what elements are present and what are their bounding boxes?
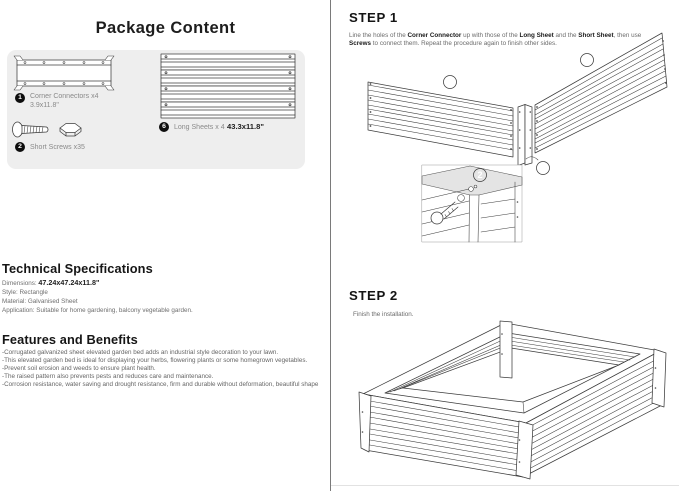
step1-text-segment: Corner Connector: [407, 32, 462, 39]
nut-illustration: [57, 120, 84, 138]
spec-material: Material: Galvanised Sheet: [2, 298, 78, 305]
step1-text-segment: Line the holes of the: [349, 32, 408, 39]
badge-corner-connectors: 1: [15, 93, 25, 103]
bottom-rule: [331, 485, 679, 486]
spec-application: Application: Suitable for home gardening, balcony vegetable garden.: [2, 307, 193, 314]
corner-connectors-label: Corner Connectors x4: [30, 93, 99, 100]
spec-dimensions: [2, 278, 99, 288]
technical-specifications-title: Technical Specifications: [2, 261, 153, 276]
step1-assembly-illustration: [345, 28, 675, 250]
step1-text-segment: Long Sheet: [519, 32, 554, 39]
spec-dimensions-label: Dimensions:: [2, 280, 37, 287]
feature-item: -This elevated garden bed is ideal for displaying your herbs, flowering plants or some homegrown vegetables.: [2, 357, 308, 364]
callout-long-sheet-right: 6: [584, 55, 590, 66]
step2-instruction: Finish the installation.: [353, 311, 414, 318]
step2-title: STEP 2: [349, 288, 398, 303]
step1-text-segment: and the: [553, 32, 579, 39]
package-content-title: Package Content: [95, 19, 236, 37]
callout-corner-connector: 1: [540, 163, 546, 174]
badge-long-sheets: 6: [159, 122, 169, 132]
step2-finished-bed-illustration: [343, 318, 675, 485]
screw-illustration: [11, 119, 53, 140]
step1-text-segment: to connect them. Repeat the procedure again to finish other sides.: [371, 40, 557, 48]
feature-item: -Corrugated galvanized sheet elevated garden bed adds an industrial style decoration to your lawn.: [2, 349, 279, 356]
vertical-divider: [330, 0, 331, 491]
feature-item: -Corrosion resistance, water saving and drought resistance, firm and durable without deformation, beautiful shape: [2, 381, 319, 388]
corner-connector-illustration: [13, 54, 115, 92]
long-sheets-label: Long Sheets x 4: [174, 124, 225, 131]
step1-title: STEP 1: [349, 10, 398, 25]
feature-item: -Prevent soil erosion and weeds to ensure plant health.: [2, 365, 156, 372]
spec-dimensions-value: 47.24x47.24x11.8": [38, 278, 100, 287]
callout-long-sheet-left: 6: [447, 77, 453, 88]
short-screws-label: Short Screws x35: [30, 144, 85, 151]
step1-text-segment: Short Sheet: [578, 32, 614, 39]
long-sheets-size: 43.3x11.8": [227, 122, 264, 131]
step1-text-segment: Screws: [349, 40, 372, 48]
step1-text-segment: up with those of the: [461, 32, 520, 39]
long-sheets-illustration: [157, 53, 299, 120]
corner-connectors-size: 3.9x11.8": [30, 102, 59, 109]
spec-style: Style: Rectangle: [2, 289, 48, 296]
callout-screw: 2: [477, 170, 483, 181]
badge-short-screws: 2: [15, 142, 25, 152]
feature-item: -The raised pattern also prevents pests and reduces care and maintenance.: [2, 373, 214, 380]
step1-text-segment: , then use: [613, 32, 642, 39]
features-benefits-title: Features and Benefits: [2, 332, 138, 347]
